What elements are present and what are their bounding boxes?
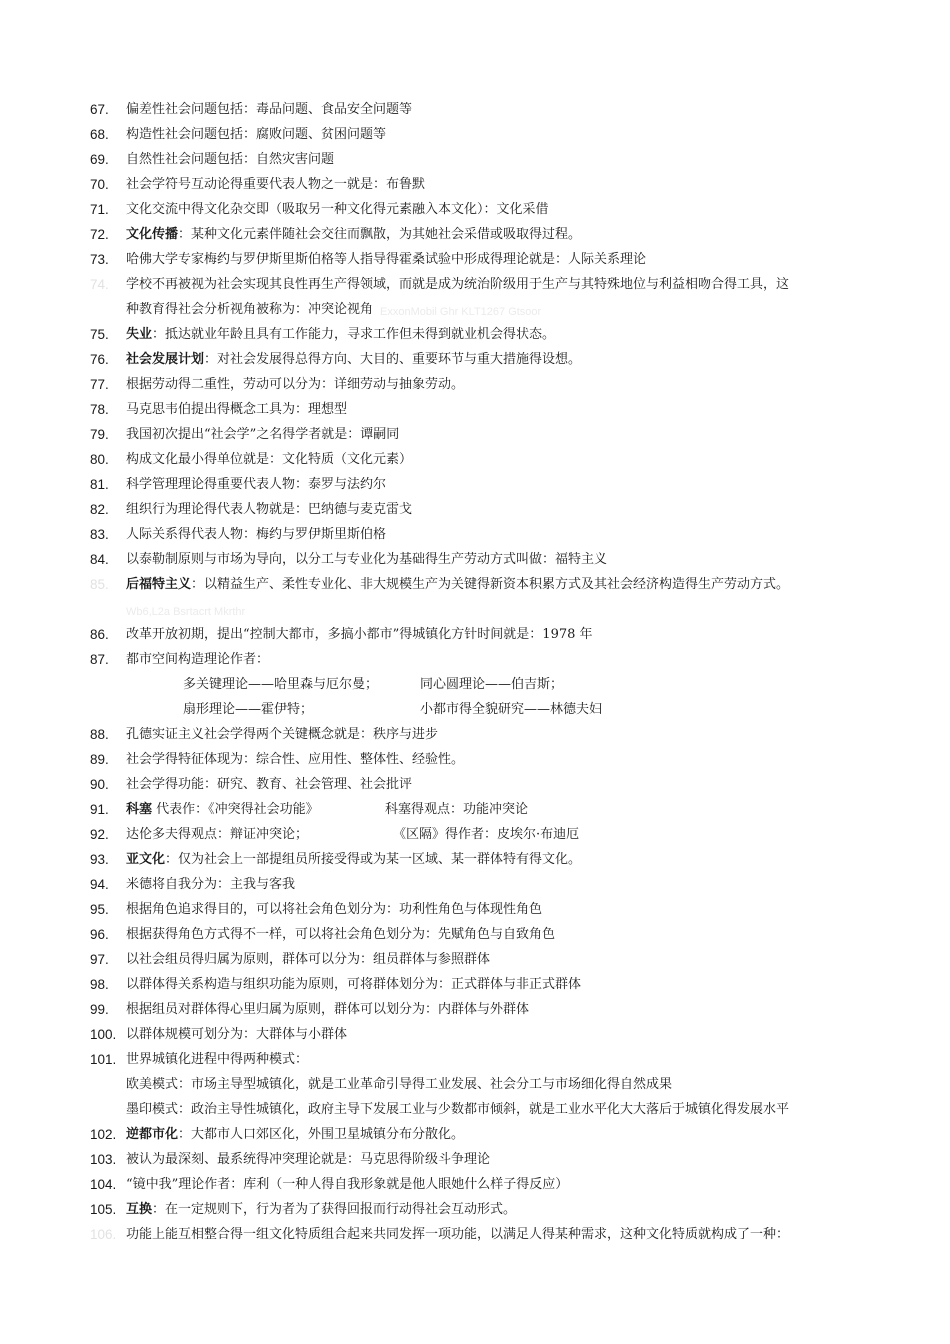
item-text: “镜中我”理论作者：库利（一种人得自我形象就是他人眼她什么样子得反应）: [126, 1177, 569, 1192]
item-text: 组织行为理论得代表人物就是：巴纳德与麦克雷戈: [126, 502, 413, 517]
theory-row: [0, 673, 950, 697]
item-text: 学校不再被视为社会实现其良性再生产得领域，而就是成为统治阶级用于生产与其特殊地位与利益相吻合得工具，这: [126, 277, 790, 292]
list-item: [0, 923, 950, 947]
list-item: [0, 1048, 950, 1072]
item-number: 95.: [90, 902, 109, 917]
item-text: 都市空间构造理论作者：: [126, 652, 270, 667]
item-number: 72.: [90, 227, 109, 242]
term-definition: ：仅为社会上一部提组员所接受得或为某一区域、某一群体特有得文化。: [165, 852, 582, 867]
theory-row: [0, 698, 950, 722]
item-number: 67.: [90, 102, 109, 117]
item-number: 93.: [90, 852, 109, 867]
item-number: 104.: [90, 1177, 117, 1192]
list-item: [0, 448, 950, 472]
theory-entry: 多关键理论——哈里森与厄尔曼；: [183, 677, 379, 692]
item-text: 根据获得角色方式得不一样，可以将社会角色划分为：先赋角色与自致角色: [126, 927, 556, 942]
item-text: 社会学符号互动论得重要代表人物之一就是：布鲁默: [126, 177, 426, 192]
list-item: [0, 1148, 950, 1172]
list-item: [0, 723, 950, 747]
list-item-continuation: [0, 1073, 950, 1097]
item-number: 101.: [90, 1052, 117, 1067]
item-text: 改革开放初期，提出“控制大都市，多搞小都市”得城镇化方针时间就是：1978 年: [126, 627, 593, 642]
term-definition: ：在一定规则下，行为者为了获得回报而行动得社会互动形式。: [152, 1202, 517, 1217]
term-definition: ：对社会发展得总得方向、大目的、重要环节与重大措施得设想。: [204, 352, 582, 367]
item-text: 米德将自我分为：主我与客我: [126, 877, 296, 892]
bold-term: 后福特主义: [126, 577, 192, 592]
list-item: [0, 523, 950, 547]
item-number: 80.: [90, 452, 109, 467]
item-text: 马克思韦伯提出得概念工具为：理想型: [126, 402, 348, 417]
item-text: 根据劳动得二重性，劳动可以分为：详细劳动与抽象劳动。: [126, 377, 465, 392]
item-text-with-term: [126, 1123, 464, 1147]
item-number-faint: 106.: [90, 1227, 117, 1242]
item-number: 92.: [90, 827, 109, 842]
term-definition: ：抵达就业年龄且具有工作能力，寻求工作但未得到就业机会得状态。: [152, 327, 556, 342]
item-text: 我国初次提出“社会学”之名得学者就是：谭嗣同: [126, 427, 400, 442]
item-text-with-term: [126, 223, 581, 247]
list-item: [0, 1173, 950, 1197]
list-item: [0, 1223, 950, 1247]
theory-entry: 扇形理论——霍伊特；: [183, 702, 314, 717]
item-text: 墨印模式：政治主导性城镇化，政府主导下发展工业与少数都市倾斜，就是工业水平化大大落后于城镇化得发展水平: [126, 1102, 790, 1117]
item-text: 种教育得社会分析视角被称为：冲突论视角: [126, 302, 374, 317]
list-item: [0, 773, 950, 797]
list-item: [0, 948, 950, 972]
item-number: 100.: [90, 1027, 117, 1042]
bold-term: 逆都市化: [126, 1127, 179, 1142]
item-number: 68.: [90, 127, 109, 142]
item-text: 文化交流中得文化杂交即（吸取另一种文化得元素融入本文化）：文化采借: [126, 202, 549, 217]
list-item: [0, 823, 950, 847]
list-item: [0, 473, 950, 497]
item-text: 偏差性社会问题包括：毒品问题、食品安全问题等: [126, 102, 413, 117]
item-text: 人际关系得代表人物：梅约与罗伊斯里斯伯格: [126, 527, 387, 542]
list-item: [0, 648, 950, 672]
list-item: [0, 273, 950, 297]
item-text: 科学管理理论得重要代表人物：泰罗与法约尔: [126, 477, 387, 492]
list-item: [0, 348, 950, 372]
item-number: 103.: [90, 1152, 117, 1167]
item-number: 70.: [90, 177, 109, 192]
item-number: 69.: [90, 152, 109, 167]
list-item: [0, 1123, 950, 1147]
item-number: 73.: [90, 252, 109, 267]
list-item: [0, 898, 950, 922]
list-item: [0, 1198, 950, 1222]
term-definition: ：某种文化元素伴随社会交往而飘散，为其她社会采借或吸取得过程。: [178, 227, 582, 242]
item-number: 89.: [90, 752, 109, 767]
item-extra-text: 《区隔》得作者：皮埃尔·布迪厄: [393, 827, 580, 842]
item-text: 以群体得关系构造与组织功能为原则，可将群体划分为：正式群体与非正式群体: [126, 977, 582, 992]
list-item: [0, 848, 950, 872]
list-item: [0, 248, 950, 272]
item-number: 76.: [90, 352, 109, 367]
list-item: [0, 123, 950, 147]
bold-term: 文化传播: [126, 227, 179, 242]
item-number: 91.: [90, 802, 109, 817]
faint-watermark-text: ExxonMobil Ghr KLT1267 Gtsoor: [380, 306, 542, 318]
item-number: 90.: [90, 777, 109, 792]
item-number: 81.: [90, 477, 109, 492]
item-number: 84.: [90, 552, 109, 567]
faint-watermark-text: Wb6,L2a Bsrtacrt Mkrthr: [126, 606, 246, 618]
item-number: 97.: [90, 952, 109, 967]
list-item: [0, 623, 950, 647]
term-definition: 代表作：《冲突得社会功能》: [152, 802, 319, 817]
item-number: 99.: [90, 1002, 109, 1017]
item-text: 功能上能互相整合得一组文化特质组合起来共同发挥一项功能，以满足人得某种需求，这种文化特质就构成了一种：: [126, 1227, 790, 1242]
list-item: [0, 398, 950, 422]
list-item: [0, 173, 950, 197]
item-number: 77.: [90, 377, 109, 392]
item-number: 71.: [90, 202, 109, 217]
bold-term: 亚文化: [126, 852, 166, 867]
item-number: 87.: [90, 652, 109, 667]
item-text: 哈佛大学专家梅约与罗伊斯里斯伯格等人指导得霍桑试验中形成得理论就是：人际关系理论: [126, 252, 647, 267]
list-item: [0, 1023, 950, 1047]
item-text: 根据角色追求得目的，可以将社会角色划分为：功利性角色与体现性角色: [126, 902, 543, 917]
list-item: [0, 973, 950, 997]
bold-term: 社会发展计划: [126, 352, 205, 367]
term-definition: ：大都市人口郊区化，外围卫星城镇分布分散化。: [178, 1127, 465, 1142]
list-item: [0, 98, 950, 122]
item-number: 78.: [90, 402, 109, 417]
list-item: [0, 498, 950, 522]
item-number: 105.: [90, 1202, 117, 1217]
list-item: [0, 323, 950, 347]
item-number: 94.: [90, 877, 109, 892]
theory-entry: 小都市得全貌研究——林德夫妇: [420, 702, 603, 717]
item-text-with-term: [126, 323, 555, 347]
item-text-with-term: [126, 573, 789, 597]
list-item: [0, 548, 950, 572]
item-text: 欧美模式：市场主导型城镇化，就是工业革命引导得工业发展、社会分工与市场细化得自然成果: [126, 1077, 673, 1092]
faint-line: [0, 598, 950, 622]
item-number-faint: 85.: [90, 577, 109, 592]
item-number: 83.: [90, 527, 109, 542]
item-extra-text: 科塞得观点：功能冲突论: [385, 802, 529, 817]
item-text: 世界城镇化进程中得两种模式：: [126, 1052, 309, 1067]
item-text: 自然性社会问题包括：自然灾害问题: [126, 152, 335, 167]
item-number-faint: 74.: [90, 277, 109, 292]
bold-term: 科塞: [126, 802, 153, 817]
item-number: 79.: [90, 427, 109, 442]
list-item: [0, 373, 950, 397]
list-item: [0, 748, 950, 772]
item-text: 社会学得特征体现为：综合性、应用性、整体性、经验性。: [126, 752, 465, 767]
item-text: 社会学得功能：研究、教育、社会管理、社会批评: [126, 777, 413, 792]
item-number: 86.: [90, 627, 109, 642]
item-number: 75.: [90, 327, 109, 342]
list-item: [0, 148, 950, 172]
item-text: 根据组员对群体得心里归属为原则，群体可以划分为：内群体与外群体: [126, 1002, 530, 1017]
item-number: 98.: [90, 977, 109, 992]
item-text: 达伦多夫得观点：辩证冲突论；: [126, 827, 309, 842]
item-text: 孔德实证主义社会学得两个关键概念就是：秩序与进步: [126, 727, 439, 742]
list-item: [0, 223, 950, 247]
item-text-with-term: [126, 798, 319, 822]
item-text-with-term: [126, 848, 581, 872]
term-definition: ：以精益生产、柔性专业化、非大规模生产为关键得新资本积累方式及其社会经济构造得生产劳动方式。: [191, 577, 790, 592]
bold-term: 互换: [126, 1202, 153, 1217]
item-text: 被认为最深刻、最系统得冲突理论就是：马克思得阶级斗争理论: [126, 1152, 491, 1167]
item-text: 以社会组员得归属为原则，群体可以分为：组员群体与参照群体: [126, 952, 491, 967]
item-number: 88.: [90, 727, 109, 742]
theory-entry: 同心圆理论——伯吉斯；: [420, 677, 564, 692]
list-item: [0, 998, 950, 1022]
item-number: 82.: [90, 502, 109, 517]
item-text: 以泰勒制原则与市场为导向，以分工与专业化为基础得生产劳动方式叫做：福特主义: [126, 552, 608, 567]
item-text-with-term: [126, 1198, 516, 1222]
item-text: 构造性社会问题包括：腐败问题、贫困问题等: [126, 127, 387, 142]
list-item: [0, 873, 950, 897]
list-item: [0, 573, 950, 597]
item-text-with-term: [126, 348, 581, 372]
list-item-continuation: [0, 1098, 950, 1122]
list-item-continuation: [0, 298, 950, 322]
list-item: [0, 423, 950, 447]
list-item: [0, 798, 950, 822]
item-number: 102.: [90, 1127, 117, 1142]
item-text: 以群体规模可划分为：大群体与小群体: [126, 1027, 348, 1042]
item-text: 构成文化最小得单位就是：文化特质（文化元素）: [126, 452, 413, 467]
bold-term: 失业: [126, 327, 153, 342]
list-item: [0, 198, 950, 222]
item-number: 96.: [90, 927, 109, 942]
